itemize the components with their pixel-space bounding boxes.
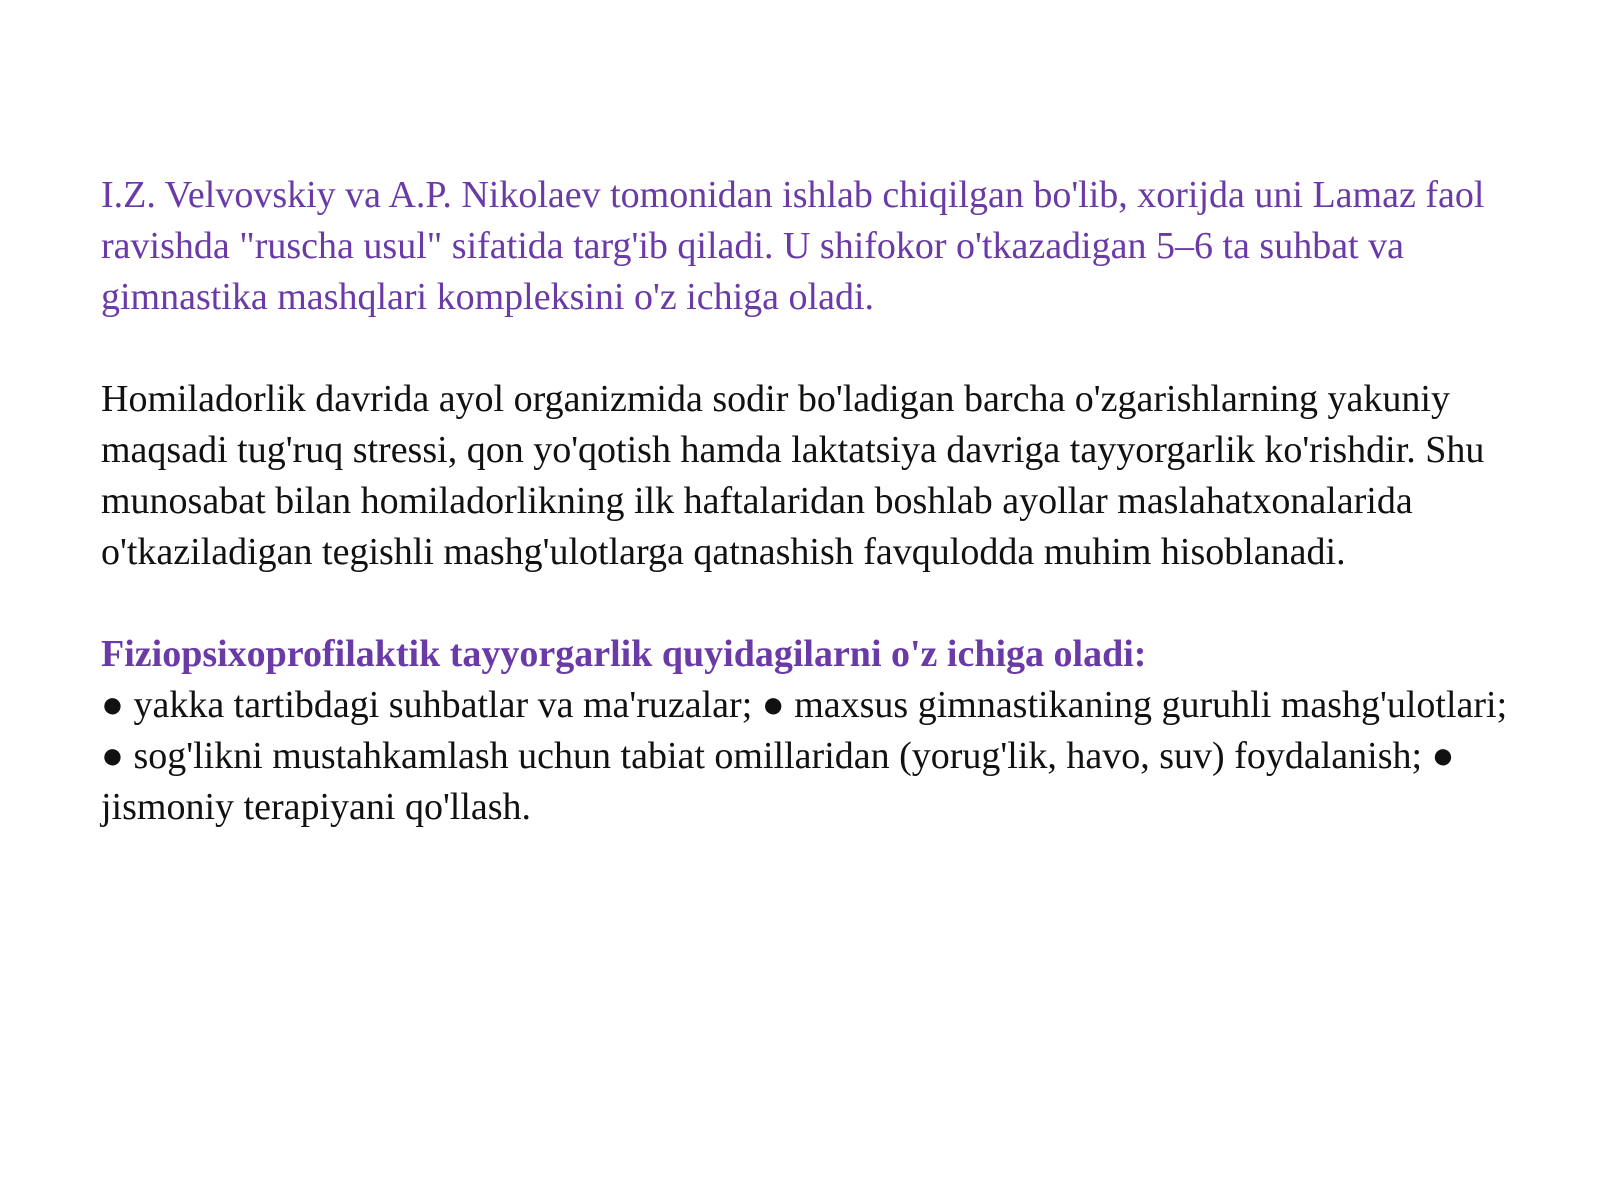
intro-paragraph: I.Z. Velvovskiy va A.P. Nikolaev tomonidan ishlab chiqilgan bo'lib, xorijda uni Lamaz faol ravishda "ruscha usul" sifatida targ'ib qiladi. U shifokor o'tkazadigan 5–6 ta suhbat va gimnastika mashqlari kompleksini o'z ichiga oladi. <box>101 174 1485 318</box>
bullet-list-text: ● yakka tartibdagi suhbatlar va ma'ruzalar; ● maxsus gimnastikaning guruhli mashg'ulotlari; ● sog'likni mustahkamlash uchun tabiat omillaridan (yorug'lik, havo, suv) foydalanish; ● jismoniy terapiyani qo'llash. <box>101 684 1508 828</box>
slide-content <box>101 170 1521 833</box>
list-heading: Fiziopsixoprofilaktik tayyorgarlik quyidagilarni o'z ichiga oladi: <box>101 633 1147 675</box>
paragraph-spacer <box>101 323 1521 374</box>
paragraph-spacer <box>101 578 1521 629</box>
body-paragraph: Homiladorlik davrida ayol organizmida sodir bo'ladigan barcha o'zgarishlarning yakuniy maqsadi tug'ruq stressi, qon yo'qotish hamda laktatsiya davriga tayyorgarlik ko'rishdir. Shu munosabat bilan homiladorlikning ilk haftalaridan boshlab ayollar maslahatxonalarida o'tkaziladigan tegishli mashg'ulotlarga qatnashish favqulodda muhim hisoblanadi. <box>101 378 1485 573</box>
